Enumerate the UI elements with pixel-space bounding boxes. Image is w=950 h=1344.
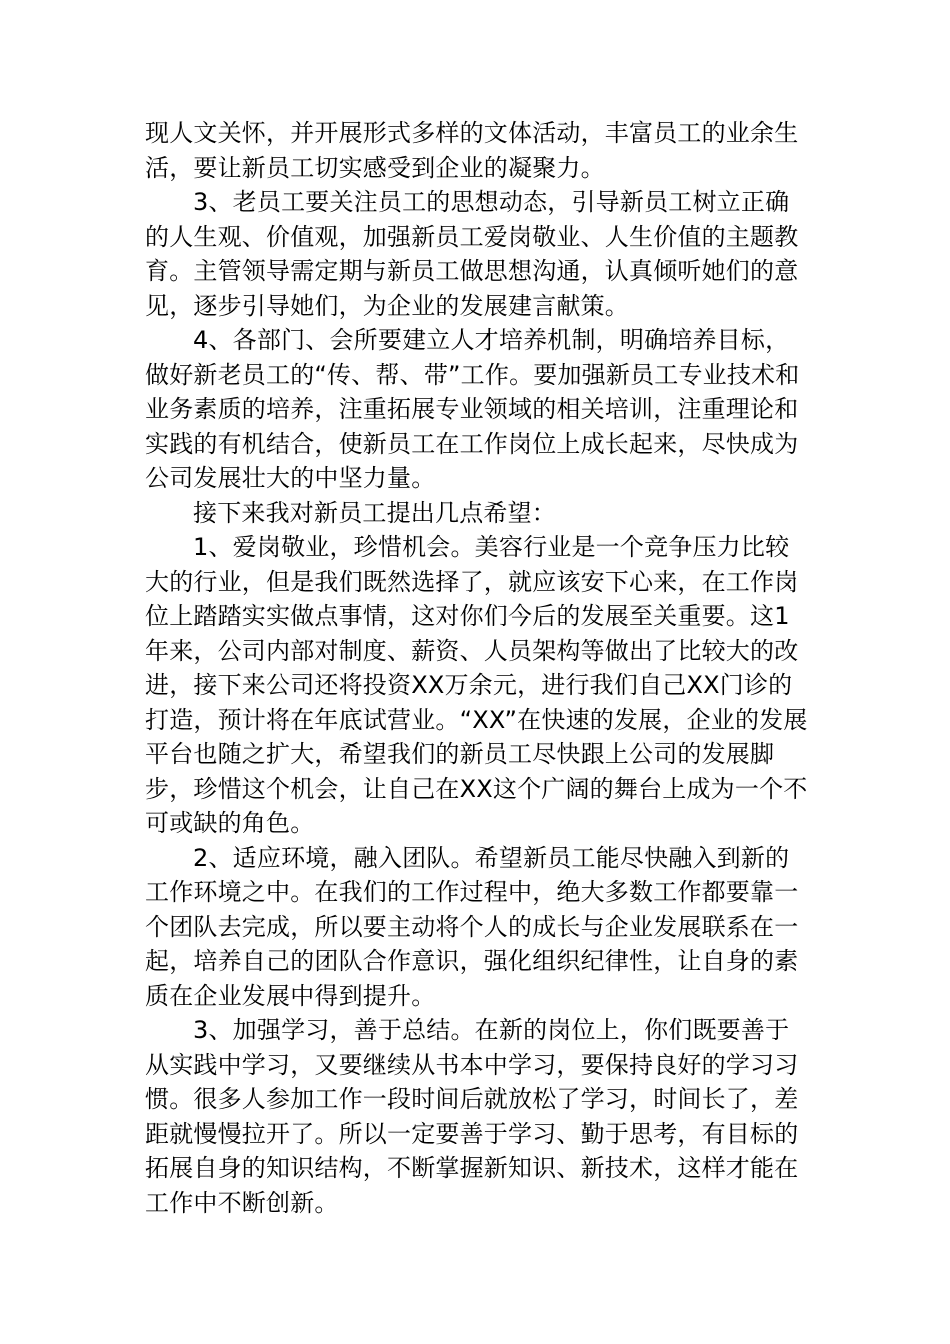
paragraph-1: 现人文关怀，并开展形式多样的文体活动，丰富员工的业余生活，要让新员工切实感受到企业的凝聚力。 — [145, 119, 799, 182]
paragraph-4: 接下来我对新员工提出几点希望： — [193, 498, 556, 527]
paragraph-7: 3、加强学习，善于总结。在新的岗位上，你们既要善于从实践中学习，又要继续从书本中学习，要保持良好的学习习惯。很多人参加工作一段时间后就放松了学习，时间长了，差距就慢慢拉开了。所以一定要善于学习、勤于思考，有目标的拓展自身的知识结构，不断掌握新知识、新技术，这样才能在工作中不断创新。 — [145, 1016, 799, 1217]
document-body — [145, 116, 810, 1220]
paragraph-5: 1、爱岗敬业，珍惜机会。美容行业是一个竞争压力比较大的行业，但是我们既然选择了，就应该安下心来，在工作岗位上踏踏实实做点事情，这对你们今后的发展至关重要。这1年来，公司内部对制度、薪资、人员架构等做出了比较大的改进，接下来公司还将投资XX万余元，进行我们自己XX门诊的打造，预计将在年底试营业。“XX”在快速的发展，企业的发展平台也随之扩大，希望我们的新员工尽快跟上公司的发展脚步，珍惜这个机会，让自己在XX这个广阔的舞台上成为一个不可或缺的角色。 — [145, 533, 808, 837]
paragraph-2: 3、老员工要关注员工的思想动态，引导新员工树立正确的人生观、价值观，加强新员工爱岗敬业、人生价值的主题教育。主管领导需定期与新员工做思想沟通，认真倾听她们的意见，逐步引导她们，为企业的发展建言献策。 — [145, 188, 799, 320]
paragraph-3: 4、各部门、会所要建立人才培养机制，明确培养目标，做好新老员工的“传、帮、带”工作。要加强新员工专业技术和业务素质的培养，注重拓展专业领域的相关培训，注重理论和实践的有机结合，使新员工在工作岗位上成长起来，尽快成为公司发展壮大的中坚力量。 — [145, 326, 800, 492]
paragraph-6: 2、适应环境，融入团队。希望新员工能尽快融入到新的工作环境之中。在我们的工作过程中，绝大多数工作都要靠一个团队去完成，所以要主动将个人的成长与企业发展联系在一起，培养自己的团队合作意识，强化组织纪律性，让自身的素质在企业发展中得到提升。 — [145, 843, 799, 1010]
